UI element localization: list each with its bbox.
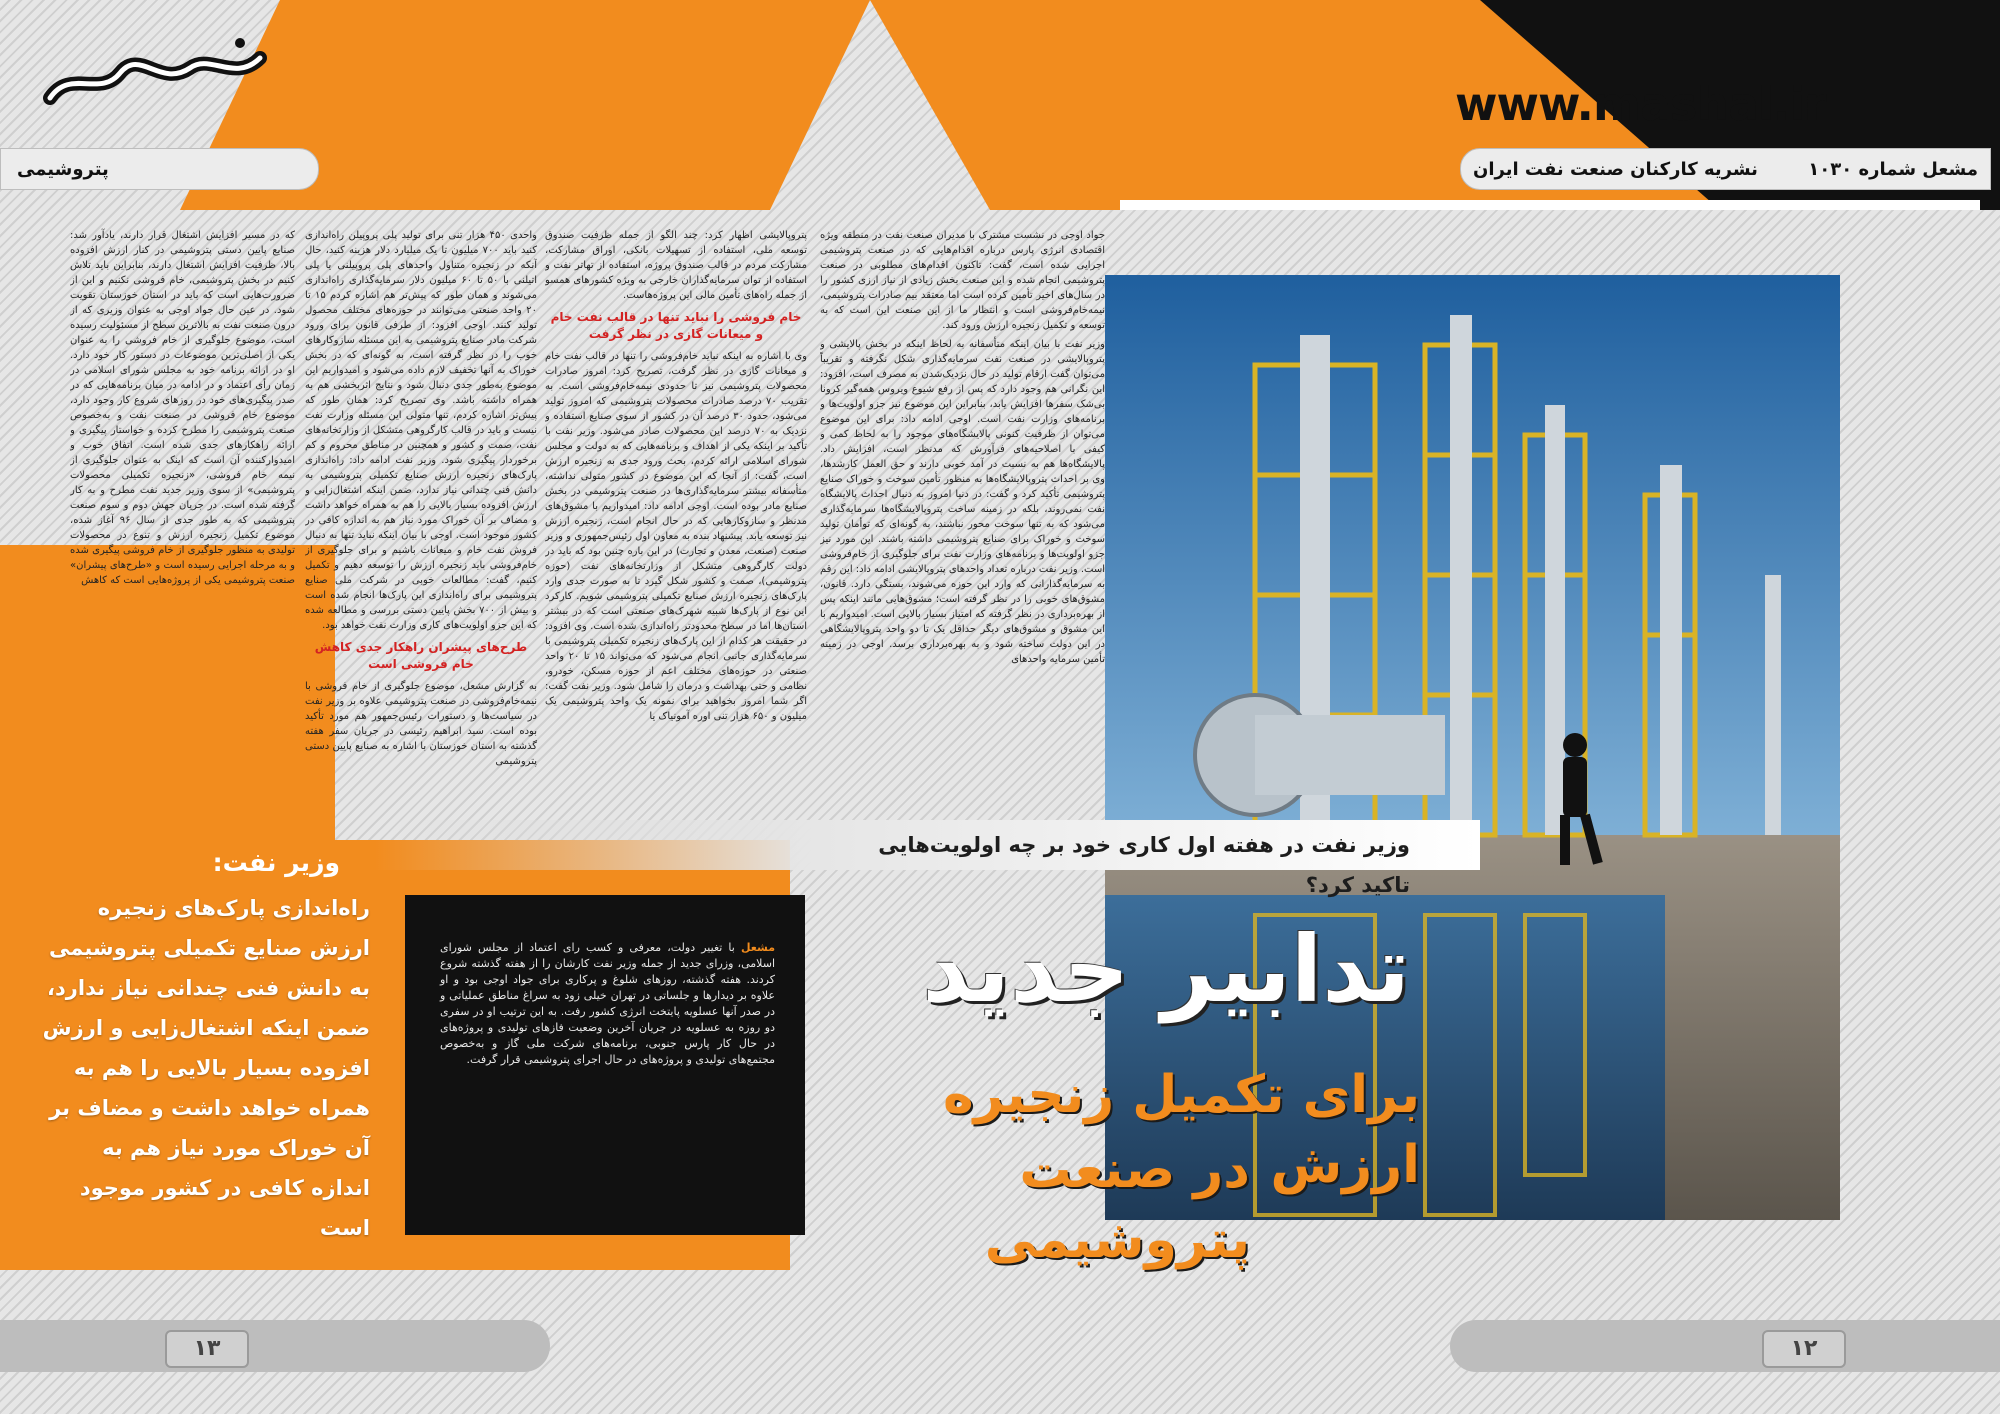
col4-para: که در مسیر افزایش اشتغال قرار دارند، یادآور شد: صنایع پایین دستی پتروشیمی در کنار ارزش افزوده بالا، ظرفیت افزایش اشتغال دارند، بنابراین باید تلاش کنیم در بخش پتروشیمی، خام فروشی نکنیم و این از ضرورت‌هایی است که باید در استان خوزستان تقویت شود. در عین حال جواد اوجی به عنوان وزیری که از درون صنعت نفت به بالاترین سطح از مسئولیت رسیده است، موضوع جلوگیری از خام فروشی را به عنوان یکی از اصلی‌ترین موضوعات در دستور کار خود دارد. او در ارائه برنامه خود به مجلس شورای اسلامی در زمان رأی اعتماد و در ادامه در میان برنامه‌هایی که در صدر پیگیری‌های خود در روزهای شروع کار وجود دارد، موضوع خام فروشی در صنعت نفت و به‌خصوص صنعت پتروشیمی را مطرح کرده و خواستار پیگیری و ارائه راهکارهای جدی شده است. اتفاق خوب و امیدوارکننده آن است که اینک به عنوان جلوگیری از نیمه خام فروشی، «زنجیره تکمیلی محصولات پتروشیمی» از سوی وزیر جدید نفت مطرح و به کار گرفته شده است. در جریان جهش دوم و سوم صنعت پتروشیمی که به طور جدی از سال ۹۶ آغاز شده، موضوع تکمیل زنجیره ارزش و تنوع در محصولات تولیدی به منظور جلوگیری از خام فروشی پیگیری شده و به مرحله اجرایی رسیده است و «طرح‌های پیشران» صنعت پتروشیمی یکی از پروژه‌هایی است که کاهش [70, 230, 295, 586]
article-title: تدابیر جدید [922, 916, 1410, 1023]
pull-quote: راه‌اندازی پارک‌های زنجیره ارزش صنایع تکمیلی پتروشیمی به دانش فنی چندانی نیاز ندارد، ضمن اینکه اشتغال‌زایی و ارزش افزوده بسیار بالایی را هم به همراه خواهد داشت و مضاف بر آن خوراک مورد نیاز هم به اندازه کافی در کشور موجود است [42, 896, 370, 1240]
col2-subheading: خام فروشی را نباید تنها در قالب نفت خام و میعانات گازی در نظر گرفت [550, 310, 802, 341]
article-column-1 [820, 228, 1105, 798]
col3-para: واحدی ۴۵۰ هزار تنی برای تولید پلی پروپیلن راه‌اندازی کنید باید ۷۰۰ میلیون تا یک میلیارد دلار هزینه کنید، حال آنکه در زنجیره متناول واحدهای پلی پروپیلنی یا پلی اتیلنی با ۵۰ تا ۶۰ میلیون دلار سرمایه‌گذاری راه‌اندازی می‌شوند و همان طور که پیش‌تر هم اشاره کردم ۱۵ تا ۲۰ واحد صنعتی می‌توانند در حوزه‌های مختلف محصول تولید کنند. اوجی افزود: از طرفی قانون برای ورود شرکت مادر صنایع پتروشیمی به این مسئله سازوکارهای خوب را در نظر گرفته است، به گونه‌ای که در بخش خوراک به آنها تخفیف لازم داده می‌شود و امیدواریم این موضوع به‌طور جدی دنبال شود و نتایج اثربخشی هم به همراه داشته باشد. وی تصریح کرد: همان طور که پیش‌تر اشاره کردم، تنها متولی این مسئله وزارت نفت نیست و باید در قالب کارگروهی متشکل از وزارتخانه‌های نفت، صمت و کشور و همچنین در مناطق محروم و کم برخوردار پیگیری شود. وزیر نفت ادامه داد: راه‌اندازی پارک‌های زنجیره ارزش صنایع تکمیلی پتروشیمی به دانش فنی چندانی نیاز ندارد، ضمن اینکه اشتغال‌زایی و ارزش افزوده بسیار بالایی را هم به همراه خواهد داشت و مضاف بر آن خوراک مورد نیاز هم به اندازه کافی در کشور موجود است. اوجی با بیان اینکه نباید تنها به دنبال فروش نفت خام و میعانات باشیم و برای جلوگیری از خام‌فروشی باید زنجیره ارزش را توسعه دهیم و تکمیل کنیم، گفت: مطالعات خوبی در شرکت ملی صنایع پتروشیمی برای راه‌اندازی این پارک‌ها انجام شده است و بیش از ۷۰۰ بخش پایین دستی بررسی و مطالعه شده که این جزو اولویت‌های کاری وزارت نفت خواهد بود. [305, 230, 537, 631]
publication-name: نشریه کارکنان صنعت نفت ایران [1473, 158, 1758, 180]
lead-tag: مشعل [740, 941, 775, 954]
white-panel [1120, 200, 1980, 210]
article-kicker: وزیر نفت در هفته اول کاری خود بر چه اولویت‌هایی تاکید کرد؟ [878, 833, 1410, 897]
lead-body: با تغییر دولت، معرفی و کسب رای اعتماد از مجلس شورای اسلامی، وزرای جدید از جمله وزیر نفت کارشان را از هفته گذشته شروع کردند. هفته گذشته، روزهای شلوغ و پرکاری برای جواد اوجی بود و او علاوه بر دیدارها و جلساتی در تهران خیلی زود به سراغ مناطق عملیاتی و در صدر آنها عسلویه پایتخت انرژی کشور رفت. به این ترتیب او در سفری دو روزه به عسلویه در جریان آخرین وضعیت فازهای تولیدی و پروژه‌های در حال کار پارس جنوبی، برنامه‌های شرکت ملی گاز و به‌خصوص مجتمع‌های تولیدی و پروژه‌های در حال اجرای پتروشیمی قرار گرفت. [440, 941, 775, 1066]
article-column-2 [545, 228, 807, 798]
page-number-left: ۱۳ [165, 1330, 249, 1368]
article-column-3 [305, 228, 537, 798]
section-label: پتروشیمی [17, 158, 109, 180]
footer-bar-left [0, 1320, 550, 1372]
col3-subheading: طرح‌های پیشران راهکار جدی کاهش خام فروشی است [314, 640, 528, 671]
article-lead [440, 940, 775, 1180]
article-subtitle-line1: برای تکمیل زنجیره ارزش [942, 1065, 1420, 1195]
col2-para: وی با اشاره به اینکه نباید خام‌فروشی را تنها در قالب نفت خام و میعانات گازی در نظر گرفت، تصریح کرد: امروز صادرات محصولات پتروشیمی نیز تا حدودی نیمه‌خام‌فروشی است. به تقریب ۷۰ درصد صادرات محصولات پتروشیمی که امروز تولید می‌شود، حدود ۳۰ درصد آن در کشور از سوی صنایع استفاده و نزدیک به ۷۰ درصد این محصولات صادر می‌شود. وزیر نفت با تأکید بر اینکه یکی از اهداف و برنامه‌هایی که به دولت و مجلس شورای اسلامی ارائه کردم، بحث ورود جدی به زنجیره ارزش است، گفت: از آنجا که این موضوع در کشور متولی نداشته، متأسفانه بیشتر سرمایه‌گذاری‌ها در صنعت پتروشیمی در بخش صنایع مادر بوده است. اوجی ادامه داد: امیدواریم با مشوق‌های مدنظر و سازوکارهایی که در حال انجام است، زنجیره ارزش نیز توسعه یابد. پیشنهاد بنده به معاون اول رئیس‌جمهوری و وزیر صنعت (صنعت، معدن و تجارت) در این باره چنین بود که باید در دولت کارگروهی متشکل از وزارتخانه‌های نفت (حوزه پتروشیمی)، صمت و کشور شکل گیرد تا به صورت جدی وارد پارک‌های زنجیره ارزش صنایع تکمیلی پتروشیمی شویم. کارکرد این نوع از پارک‌ها شبیه شهرک‌های صنعتی است که در بیشتر استان‌ها اما در سطح محدودتر راه‌اندازی شده است. وی افزود: در حقیقت هر کدام از این پارک‌های زنجیره تکمیلی پتروشیمی با سرمایه‌گذاری جانبی انجام می‌شود که می‌تواند ۱۵ تا ۲۰ واحد صنعتی در حوزه‌های مختلف اعم از حوزه مسکن، خودرو، نظامی و حتی بهداشت و درمان را شامل شود. وزیر نفت گفت: اگر شما امروز بخواهید برای نمونه یک واحد پتروشیمی یک میلیون و ۶۵۰ هزار تنی اوره آمونیاک یا [545, 351, 807, 722]
col3-para: به گزارش مشعل، موضوع جلوگیری از خام فروشی با نیمه‌خام‌فروشی در صنعت پتروشیمی علاوه بر وزیر نفت در سیاست‌ها و دستورات رئیس‌جمهور هم مورد تأکید بوده است. سید ابراهیم رئیسی در جریان سفر هفته گذشته به استان خوزستان با اشاره به صنایع پایین دستی پتروشیمی [305, 681, 537, 767]
mashal-logo [40, 28, 270, 112]
col1-para: وزیر نفت با بیان اینکه متأسفانه به لحاظ اینکه در بخش پالایشی و پتروپالایشی در صنعت نفت سرمایه‌گذاری شکل نگرفته و تقریباً می‌توان گفت ارقام تولید در حال نزدیک‌شدن به مصرف است، افزود: این نگرانی هم وجود دارد که پس از رفع شیوع ویروس همه‌گیر کرونا بی‌شک سفرها افزایش یابد، بنابراین این موضوع نیز جزو اولویت‌ها و برنامه‌های وزارت نفت است. اوجی ادامه داد: برای این موضوع می‌توان از ظرفیت کنونی پالایشگاه‌های موجود را به لحاظ کمی و کیفی با اصلاحیه‌های فرآورش که مدنظر است، افزایش داد. پالایشگاه‌ها هم به نسبت در آمد خوبی دارند و حق العمل کارشدها، وی بر احداث پتروپالایشگاه‌ها به منظور تأمین سوخت و خوراک صنایع پتروشیمی تأکید کرد و گفت: در دنیا امروز به دنبال احداث پالایشگاه نفت نمی‌روند، بلکه در زمینه ساخت پتروپالایشگاه‌ها سرمایه‌گذاری می‌شود که به تنها سوخت محور نباشند، به گونه‌ای که توأمان تولید سوخت و خوراک برای صنایع پتروشیمی داشته باشند. این مورد نیز جزو اولویت‌ها و برنامه‌های وزارت نفت برای جلوگیری از خام‌فروشی است. وزیر نفت درباره تعداد واحدهای پتروپالایشی ادامه داد: این رقم به سرمایه‌گذارانی که وارد این حوزه می‌شوند، بستگی دارد. قانون، مشوق‌های خوبی را در نظر گرفته است؛ مشوق‌هایی مانند اینکه پس از بهره‌برداری در نظر گرفته که امتیاز بسیار بالایی است. امیدواریم با این مشوق و مشوق‌های دیگر حداقل یک تا دو واحد پتروپالایشگاهی در این دولت ساخته شود و به بهره‌برداری برسد. اوجی در زمینه تأمین سرمایه واحدهای [820, 339, 1105, 665]
quote-attribution: وزیر نفت: [212, 848, 340, 877]
site-url[interactable]: www.mashal.ir [1455, 77, 1826, 131]
page-number-right: ۱۲ [1762, 1330, 1846, 1368]
col1-para: جواد اوجی در نشست مشترک با مدیران صنعت نفت در منطقه ویژه اقتصادی انرژی پارس درباره اقدام‌هایی که در صنعت پتروشیمی اجرایی شده است، گفت: تاکنون اقدام‌های مطلوبی در صنعت پتروشیمی انجام شده و این صنعت بخش زیادی از نیاز ارزی کشور را در سال‌های اخیر تأمین کرده است اما معتقد بیم صادرات پتروشیمی، نیمه‌خام‌فروشی است و انتظار ما از این صنعت این است که به توسعه و تکمیل زنجیره ارزش ورود کند. [820, 230, 1105, 331]
article-column-4 [70, 228, 295, 728]
masthead-bar [1460, 148, 1991, 190]
issue-number: مشعل شماره ۱۰۳۰ [1808, 158, 1978, 180]
footer-bar-right [1450, 1320, 2000, 1372]
section-header-left [0, 148, 319, 190]
article-subtitle-line2: در صنعت پتروشیمی [984, 1140, 1250, 1270]
col2-para: پتروپالایشی اظهار کرد: چند الگو از جمله ظرفیت صندوق توسعه ملی، استفاده از تسهیلات بانکی، اوراق مشارکت، مشارکت مردم در قالب صندوق پروژه، استفاده از تهاتر نفت و استفاده از توان سرمایه‌گذاران خارجی به ویژه کشورهای همسو از جمله راه‌های تأمین مالی این پروژه‌هاست. [545, 230, 807, 301]
